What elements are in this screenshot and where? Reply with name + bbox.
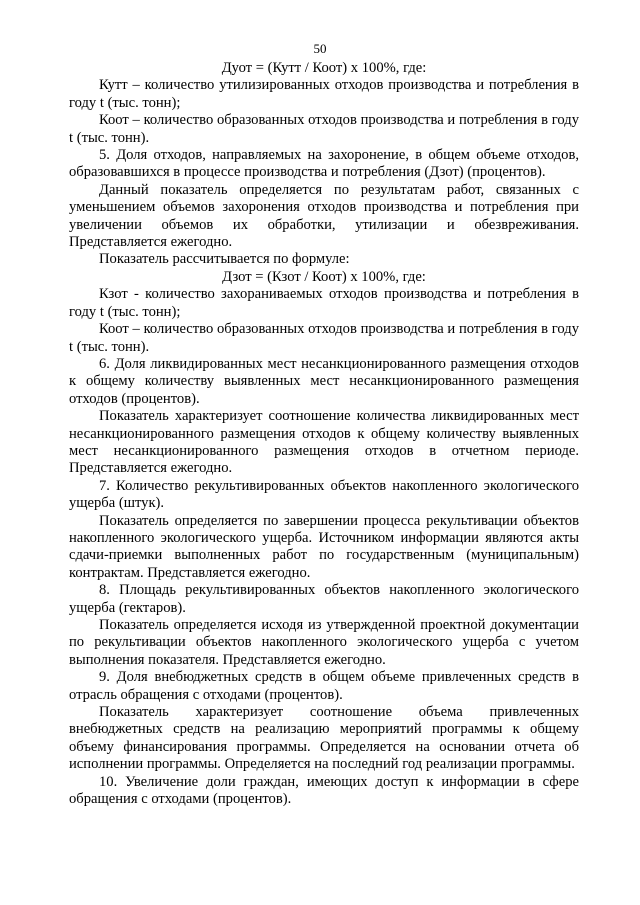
formula-intro: Показатель рассчитывается по формуле:	[99, 251, 350, 268]
indicator-5-title: 5. Доля отходов, направляемых на захоронение, в общем объеме отходов, образовавшихся в процессе производства и потребления (Дзот) (процентов).	[69, 147, 579, 181]
indicator-10-title: 10. Увеличение доли граждан, имеющих доступ к информации в сфере обращения с отходами (процентов).	[69, 773, 579, 808]
definition-koot-2: Коот – количество образованных отходов производства и потребления в году t (тыс. тонн).	[69, 321, 579, 355]
indicator-8-description: Показатель определяется исходя из утвержденной проектной документации по рекультивации объектов накопленного экологического ущерба с учетом выполнения показателя. Представляется ежегодно.	[69, 617, 579, 668]
indicator-8-title: 8. Площадь рекультивированных объектов накопленного экологического ущерба (гектаров).	[69, 582, 579, 616]
indicator-6-title: 6. Доля ликвидированных мест несанкционированного размещения отходов к общему количеству выявленных мест несанкционированного размещения отходов (процентов).	[69, 355, 579, 407]
document-body	[69, 60, 579, 808]
definition-koot: Коот – количество образованных отходов производства и потребления в году t (тыс. тонн).	[69, 112, 579, 146]
indicator-6-description: Показатель характеризует соотношение количества ликвидированных мест несанкционированного размещения отходов к общему количеству выявленных мест несанкционированного размещения отходов в отчетном периоде. Представляется ежегодно.	[69, 408, 579, 477]
page-number: 50	[313, 41, 327, 56]
formula-dzot: Дзот = (Кзот / Коот) x 100%, где:	[222, 268, 426, 285]
definition-kzot: Кзот - количество захораниваемых отходов производства и потребления в году t (тыс. тонн);	[69, 286, 579, 320]
indicator-7-title: 7. Количество рекультивированных объектов накопленного экологического ущерба (штук).	[69, 477, 579, 512]
definition-kutt: Кутт – количество утилизированных отходов производства и потребления в году t (тыс. тонн);	[69, 77, 579, 111]
indicator-5-description: Данный показатель определяется по результатам работ, связанных с уменьшением объемов захоронения отходов производства и потребления при увеличении объемов их обработки, утилизации и обезвреживания. Представляется ежегодно.	[69, 181, 579, 251]
formula-dutt: Дуот = (Кутт / Коот) x 100%, где:	[221, 60, 427, 76]
indicator-9-title: 9. Доля внебюджетных средств в общем объеме привлеченных средств в отрасль обращения с отходами (процентов).	[69, 669, 579, 703]
indicator-9-description: Показатель характеризует соотношение объема привлеченных внебюджетных средств на реализацию мероприятий программы к общему объему финансирования программы. Определяется на основании отчета об исполнении программы. Определяется на последний год реализации программы.	[69, 704, 579, 773]
indicator-7-description: Показатель определяется по завершении процесса рекультивации объектов накопленного экологического ущерба. Источником информации являются акты сдачи-приемки выполненных работ по государственным (муниципальным) контрактам. Представляется ежегодно.	[69, 512, 579, 581]
